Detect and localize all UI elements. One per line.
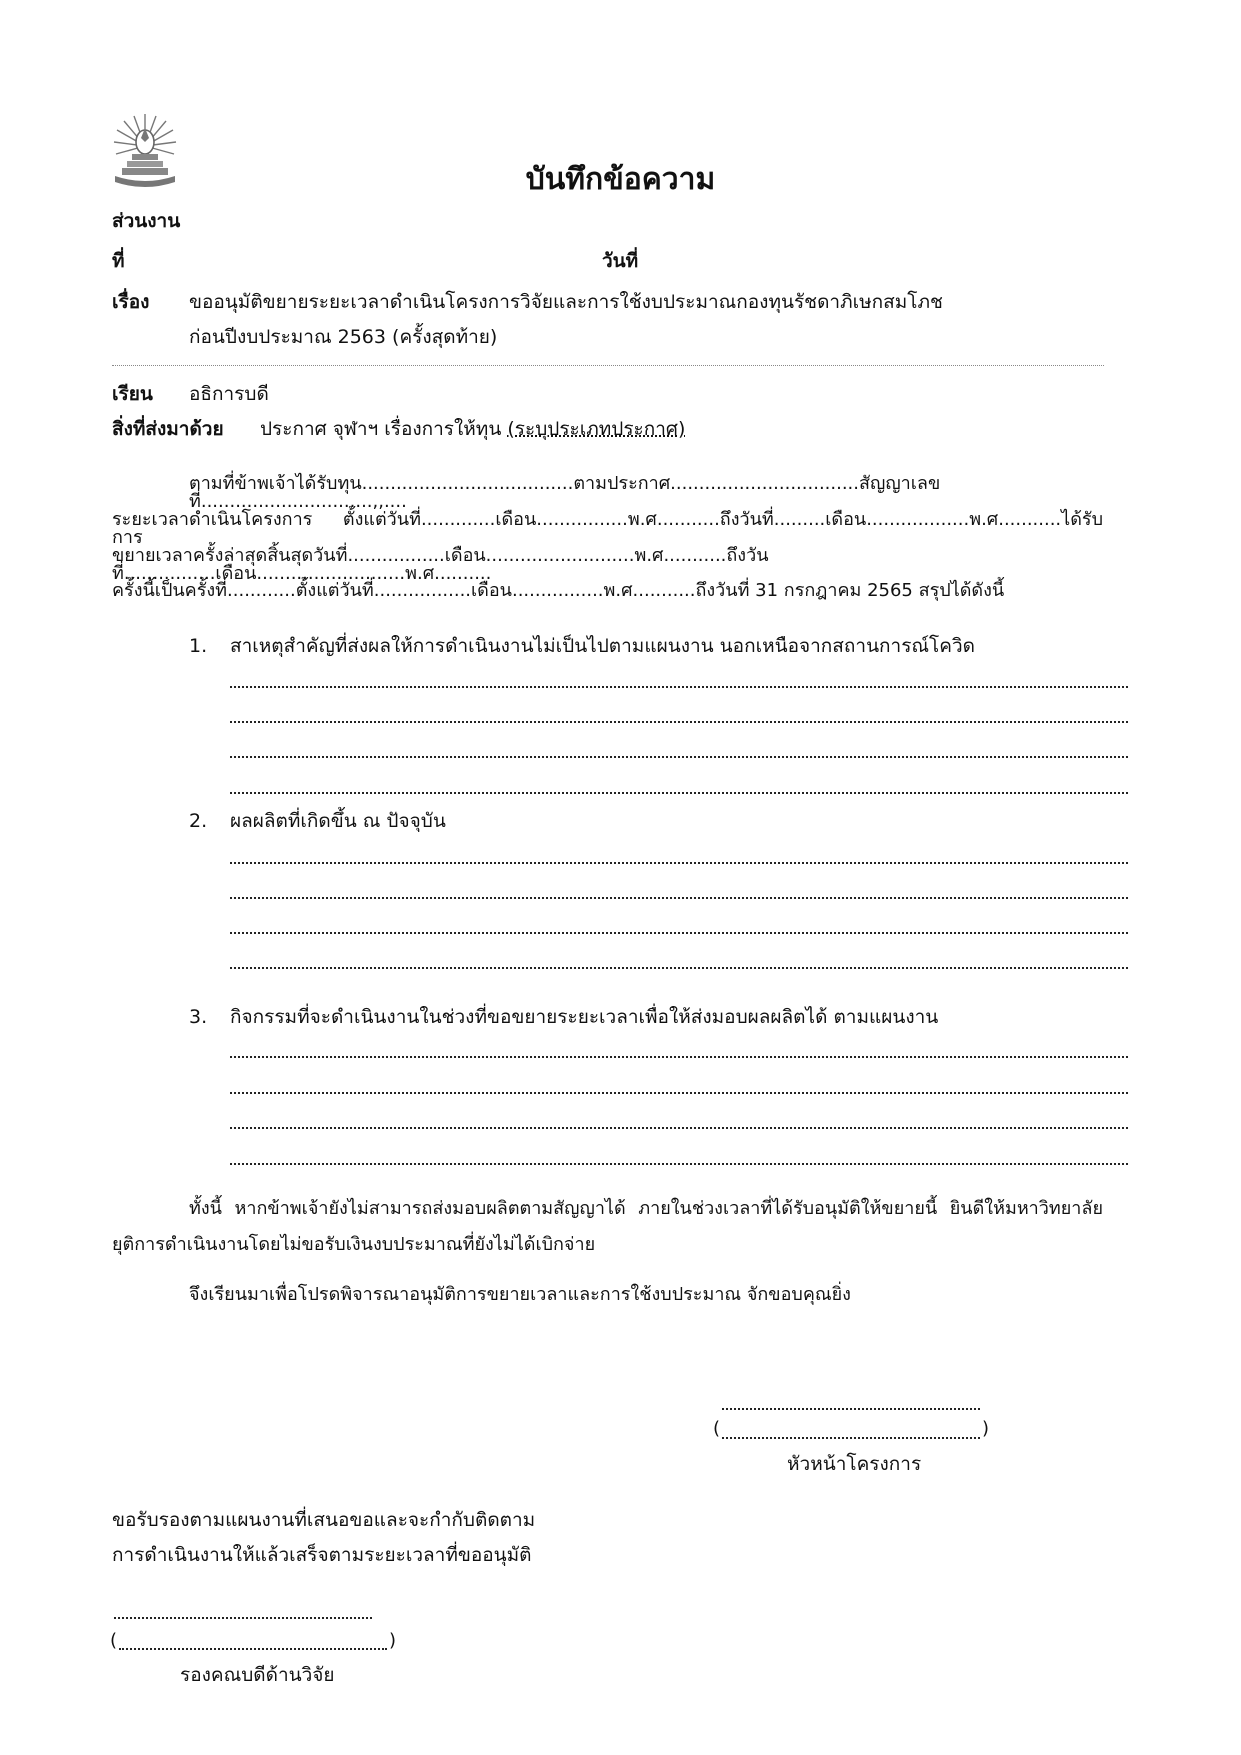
fill-line <box>230 721 1128 723</box>
item-3-number: 3. <box>189 1006 208 1028</box>
fill-line <box>230 1163 1128 1165</box>
fill-line <box>230 967 1128 969</box>
head-name-close-paren: ) <box>982 1418 990 1439</box>
fill-line <box>230 897 1128 899</box>
enclosure-label: สิ่งที่ส่งมาด้วย <box>112 418 224 440</box>
request-line: จึงเรียนมาเพื่อโปรดพิจารณาอนุมัติการขยายเวลาและการใช้งบประมาณ จักขอบคุณยิ่ง <box>189 1284 851 1305</box>
item-2-text: ผลผลิตที่เกิดขึ้น ณ ปัจจุบัน <box>230 810 446 832</box>
fill-line <box>230 792 1128 794</box>
dean-signature-line <box>114 1617 372 1619</box>
date-label: วันที่ <box>602 250 639 272</box>
enclosure-note: (ระบุประเภทประกาศ) <box>507 418 686 440</box>
fill-line <box>230 1092 1128 1094</box>
number-label: ที่ <box>112 250 125 272</box>
enclosure-line <box>260 420 685 439</box>
item-1-number: 1. <box>189 635 208 657</box>
head-name-line <box>722 1437 980 1439</box>
to-label: เรียน <box>112 383 153 405</box>
intro-line-2: ระยะเวลาดำเนินโครงการ ตั้งแต่วันที่.............เดือน................พ.ศ...........ถึงวันที่.........เดือน..................พ.ศ...........ได้รับการ <box>112 509 1103 548</box>
endorse-line-2: การดำเนินงานให้แล้วเสร็จตามระยะเวลาที่ขออนุมัติ <box>112 1544 532 1566</box>
closing-line-1: ทั้งนี้ หากข้าพเจ้ายังไม่สามารถส่งมอบผลิตตามสัญญาได้ ภายในช่วงเวลาที่ได้รับอนุมัติให้ขยายนี้ ยินดีให้มหาวิทยาลัย <box>189 1198 1103 1219</box>
header-divider <box>112 365 1104 366</box>
head-name-open-paren: ( <box>713 1418 721 1439</box>
item-3-text: กิจกรรมที่จะดำเนินงานในช่วงที่ขอขยายระยะเวลาเพื่อให้ส่งมอบผลผลิตได้ ตามแผนงาน <box>230 1006 939 1028</box>
intro-line-1: ตามที่ข้าพเจ้าได้รับทุน.....................................ตามประกาศ.................................สัญญาเลขที่..............................,,.... <box>189 473 941 512</box>
head-title: หัวหน้าโครงการ <box>787 1453 922 1475</box>
dean-name-open-paren: ( <box>110 1630 118 1651</box>
item-2-number: 2. <box>189 810 208 832</box>
fill-line <box>230 686 1128 688</box>
item-1-text: สาเหตุสำคัญที่ส่งผลให้การดำเนินงานไม่เป็นไปตามแผนงาน นอกเหนือจากสถานการณ์โควิด <box>230 635 975 657</box>
head-signature-line <box>722 1408 980 1410</box>
dean-name-line <box>119 1648 387 1650</box>
fill-line <box>230 756 1128 758</box>
fill-line <box>230 862 1128 864</box>
intro-line-4: ครั้งนี้เป็นครั้งที่............ตั้งแต่วันที่.................เดือน................พ.ศ...........ถึงวันที่ 31 กรกฎาคม 2565 สรุปได้ดังนี้ <box>112 580 1005 601</box>
fill-line <box>230 932 1128 934</box>
closing-line-2: ยุติการดำเนินงานโดยไม่ขอรับเงินงบประมาณที่ยังไม่ได้เบิกจ่าย <box>112 1234 596 1255</box>
dean-name-close-paren: ) <box>389 1630 397 1651</box>
enclosure-value: ประกาศ จุฬาฯ เรื่องการให้ทุน <box>260 418 502 440</box>
dean-title: รองคณบดีด้านวิจัย <box>180 1664 335 1686</box>
fill-line <box>230 1127 1128 1129</box>
endorse-line-1: ขอรับรองตามแผนงานที่เสนอขอและจะกำกับติดตาม <box>112 1509 536 1531</box>
memo-title: บันทึกข้อความ <box>525 162 716 197</box>
to-value: อธิการบดี <box>189 383 269 405</box>
subject-line-1: ขออนุมัติขยายระยะเวลาดำเนินโครงการวิจัยและการใช้งบประมาณกองทุนรัชดาภิเษกสมโภช <box>189 291 943 313</box>
subject-line-2: ก่อนปีงบประมาณ 2563 (ครั้งสุดท้าย) <box>189 326 498 348</box>
intro-line-3: ขยายเวลาครั้งล่าสุดสิ้นสุดวันที่.................เดือน..........................พ.ศ...........ถึงวันที่................เดือน..........................พ.ศ.......... <box>112 545 769 584</box>
department-label: ส่วนงาน <box>112 210 181 232</box>
subject-label: เรื่อง <box>112 291 150 313</box>
fill-line <box>230 1056 1128 1058</box>
